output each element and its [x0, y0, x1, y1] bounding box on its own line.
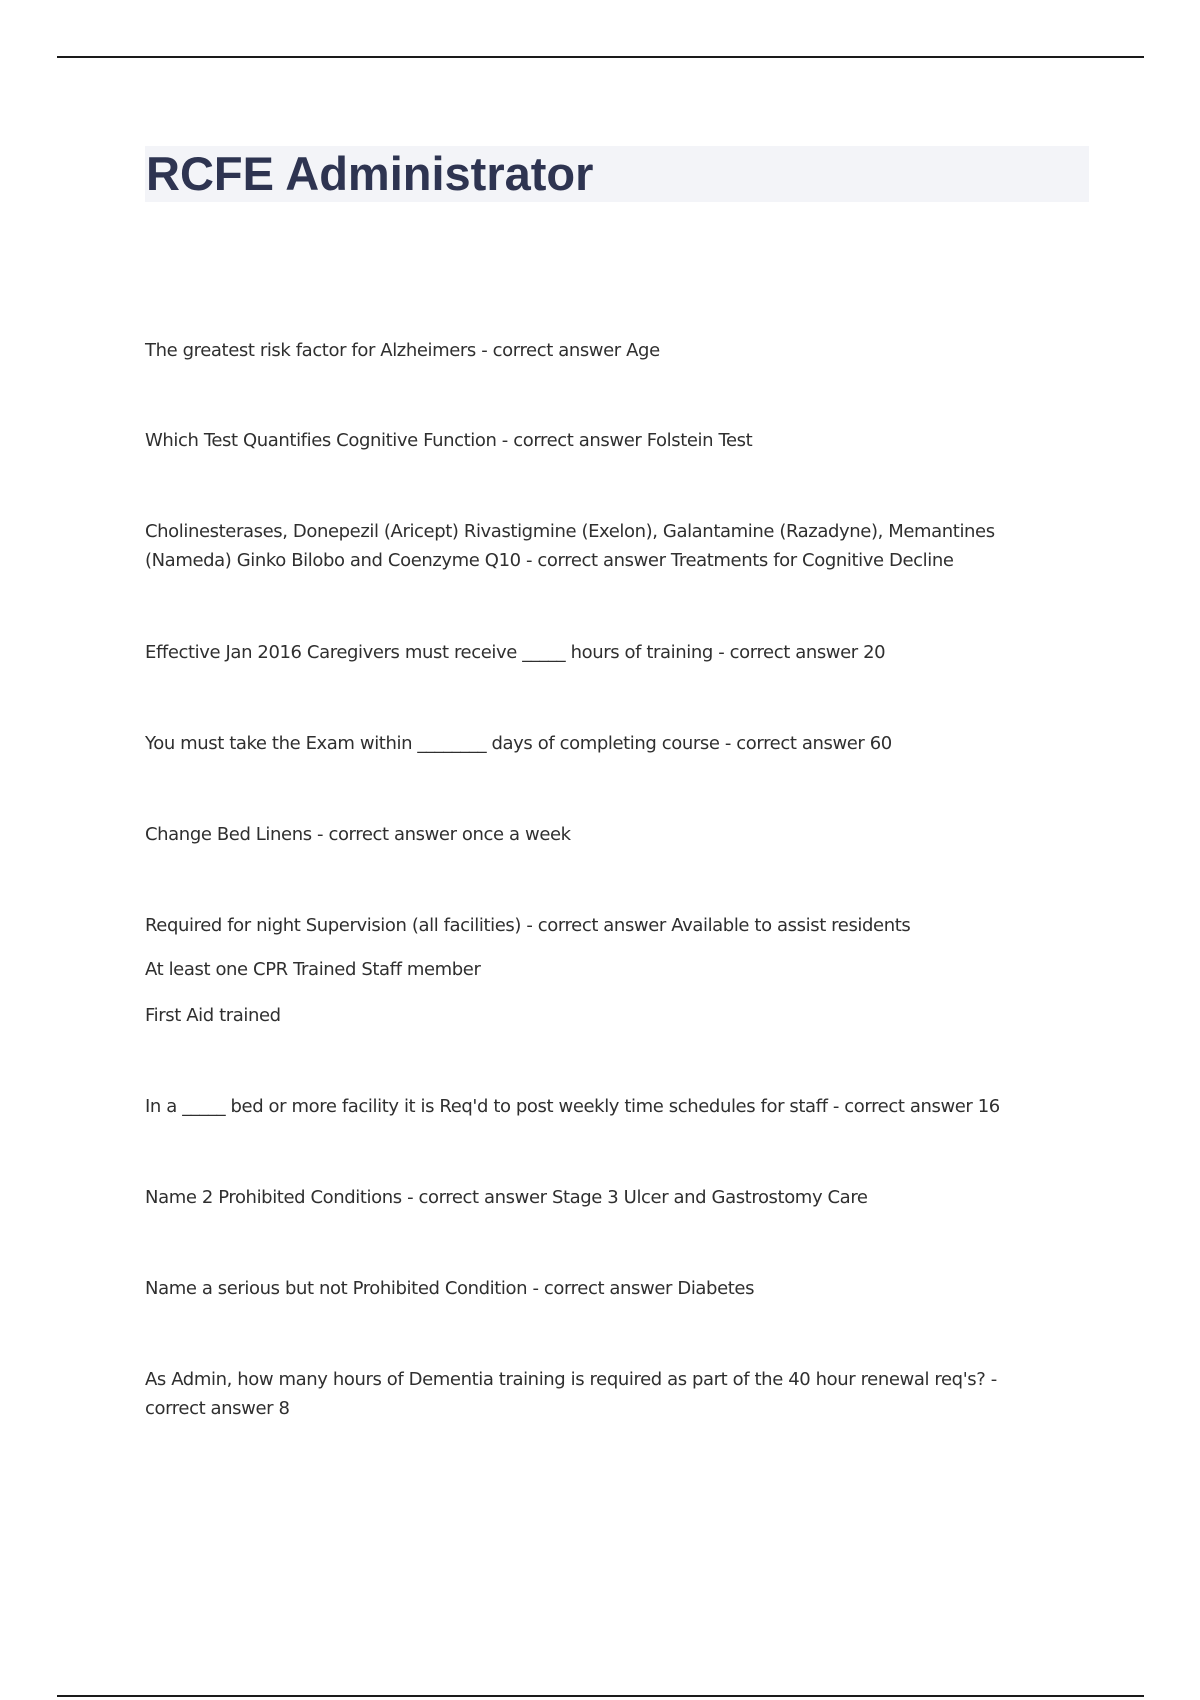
bottom-rule [57, 1695, 1144, 1697]
flashcard-10: Name a serious but not Prohibited Condition - correct answer Diabetes [145, 1278, 755, 1299]
flashcard-3-line-1: Cholinesterases, Donepezil (Aricept) Rivastigmine (Exelon), Galantamine (Razadyne), Memantines [145, 521, 995, 542]
flashcard-6: Change Bed Linens - correct answer once a week [145, 824, 571, 845]
flashcard-11-line-2: correct answer 8 [145, 1398, 290, 1419]
document-title: RCFE Administrator [146, 147, 594, 200]
flashcard-3-line-2: (Nameda) Ginko Bilobo and Coenzyme Q10 - correct answer Treatments for Cognitive Decline [145, 550, 954, 571]
flashcard-3 [145, 517, 1045, 575]
flashcard-11 [145, 1365, 1045, 1423]
flashcard-7: Required for night Supervision (all facilities) - correct answer Available to assist residents [145, 915, 911, 936]
flashcard-7-extra-1: At least one CPR Trained Staff member [145, 959, 481, 980]
flashcard-5: You must take the Exam within ________ days of completing course - correct answer 60 [145, 733, 892, 754]
flashcard-8: In a _____ bed or more facility it is Req'd to post weekly time schedules for staff - correct answer 16 [145, 1096, 1000, 1117]
flashcard-2: Which Test Quantifies Cognitive Function - correct answer Folstein Test [145, 430, 753, 451]
flashcard-1: The greatest risk factor for Alzheimers - correct answer Age [145, 340, 660, 361]
top-rule [57, 56, 1144, 58]
flashcard-4: Effective Jan 2016 Caregivers must receive _____ hours of training - correct answer 20 [145, 642, 886, 663]
flashcard-9: Name 2 Prohibited Conditions - correct answer Stage 3 Ulcer and Gastrostomy Care [145, 1187, 868, 1208]
flashcard-7-extra-2: First Aid trained [145, 1005, 281, 1026]
flashcard-11-line-1: As Admin, how many hours of Dementia training is required as part of the 40 hour renewal req's? - [145, 1369, 997, 1390]
